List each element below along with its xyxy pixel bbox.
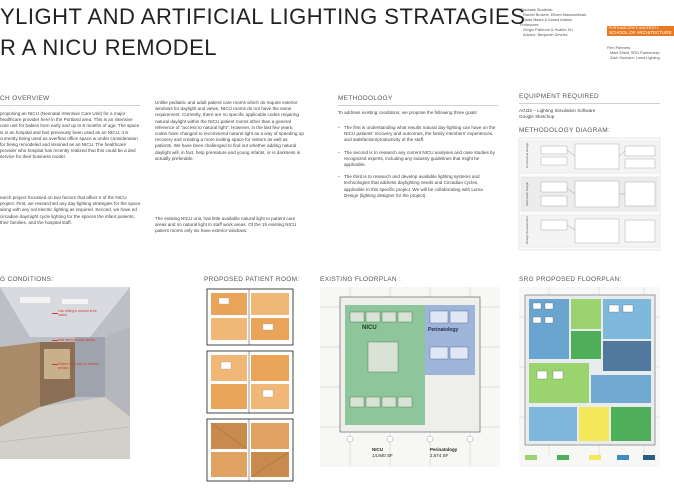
methodology-heading: METHODOLOGY: [338, 95, 393, 102]
diagram-row-2: [521, 177, 658, 211]
research-paragraph-2: earch project focussed on two factors that affect n of the NICU project. First, we researched any day-lighting strategies for the space along with any nal electric lighting as required. Second, we have ed circadian day/night cycle lighting for the spaces the infant patients, their families, and the hospital staff.: [0, 195, 141, 225]
divider: [519, 103, 660, 104]
research-overview-heading: CH OVERVIEW: [0, 95, 50, 102]
equipment-item: Google Sketchup: [519, 114, 555, 119]
diagram-row-label: Conceptual Design: [525, 142, 529, 168]
nicu-area-title: NICU: [372, 447, 383, 452]
divider: [338, 105, 498, 106]
perinatology-zone-label: Perinatology: [428, 327, 459, 333]
diagram-row-label: Design Development: [525, 216, 529, 244]
daylight-paragraph-1: Unlike pediatric and adult patient care rooms which do require exterior windows for daylight and views, NICU rooms do not have the same requirement. Currently, there are no specific applicable codes requiring natural daylight within the NICU patient rooms other than a general reference of "access to natural light". However, in the last few years, codes have changed to recommend natural light as a way of speeding up recovery and creating a more inviting space for visitors as well as patients. We have been challenged to find out whether adding natural daylight will, in fact, help premature and young infants, or is darkness is actually preferable.: [155, 100, 304, 161]
credits-firms: Firm Partners: Mark Elliott, SRG Partnership Zach Suchara, Luma Lighting: [607, 46, 660, 60]
proposed-patient-room-plans: [205, 288, 295, 488]
divider: [0, 105, 140, 106]
methodology-diagram-heading: METHODOLOGY DIAGRAM:: [519, 127, 611, 134]
perinatology-area-title: Perinatology: [430, 447, 458, 452]
diagram-row-3: [521, 215, 658, 247]
photo-note: Patient room with no exterior window: [58, 362, 99, 370]
note-leader: [52, 364, 58, 365]
photo-note: Wall behind nurses station: [58, 338, 96, 342]
goal-item: • The first is understanding what results natural day-lighting can have on the NICU patients' recovery and outcomes, the family members' experiences, and satisfaction/productivity of the staff.: [338, 125, 498, 144]
poster-title-line1: YLIGHT AND ARTIFICIAL LIGHTING STRATAGIES: [0, 4, 526, 29]
room-plan: [207, 351, 293, 413]
srg-floorplan-heading: SRG PROPOSED FLOORPLAN:: [519, 276, 622, 283]
note-leader: [52, 340, 58, 341]
existing-conditions-photo: [0, 287, 130, 459]
methodology-goals-list: [338, 125, 498, 205]
existing-floorplan: [320, 287, 500, 467]
credits-students: Graduate Students: Rachel Browne, Elham Massomikhah, Nada Maani & Karma Adams Professors: Sergio Palleroni & Huafen Hu Advisor: Benjamin Devries: [520, 8, 588, 37]
perinatology-area-value: 2,674 SF: [430, 453, 449, 458]
daylight-paragraph-2: The existing NICU unit, has little available natural light to patient care areas and no natural light to staff work areas. Of the 15 existing NICU patient rooms only six have exterior windows.: [155, 216, 297, 234]
nicu-area-value: 14,940 SF: [372, 453, 393, 458]
equipment-heading: EQUIPMENT REQUIRED: [519, 93, 600, 100]
note-leader: [52, 313, 58, 314]
diagram-row-1: [521, 141, 658, 173]
room-plan: [207, 419, 293, 481]
equipment-item: AGI32 – Lighting Simulation Software: [519, 108, 596, 113]
photo-note: Low ceiling in corridor to be raised: [58, 309, 97, 317]
research-paragraph-1: proposing an NICU (Neonatal Intensive Care Unit) for a major healthcare provider here in the Portland area. This is an intensive care unit for babies born early and up to 6 months of age. The space is in an hospital and has previously been used as an NICU, it is currently being used as overflow office space w under consideration for being remodeled and issioned as an NICU. The healthcare provider who hospital has recently realized that this could be a ded service for their business model.: [0, 111, 140, 160]
srg-proposed-floorplan: [519, 287, 660, 467]
university-logo: PORTLAND STATE UNIVERSITY SCHOOL OF ARCHITECTURE: [609, 26, 672, 36]
diagram-row-label: Schematic Design: [525, 181, 529, 206]
methodology-intro: To address existing conditions, we propose the following three goals:: [338, 110, 478, 115]
proposed-patient-room-heading: PROPOSED PATIENT ROOM:: [204, 276, 300, 283]
poster-title-line2: R A NICU REMODEL: [0, 35, 218, 60]
existing-conditions-heading: G CONDITIONS:: [0, 276, 54, 283]
goal-item: • The third is to research and develop available lighting systems and technologies that address daylighting needs and Circadian cycles, applicable to this specific project. We will be collaborating with Luma Design (lighting designer for the project).: [338, 174, 498, 199]
room-plan: [207, 289, 293, 345]
nicu-zone-label: NICU: [362, 325, 377, 331]
goal-item: • The second is to research any current NICU analyses and case studies by recognized experts, including any industry guidelines that might be applicable.: [338, 150, 498, 169]
existing-floorplan-heading: EXISTING FLOORPLAN :: [320, 276, 402, 283]
methodology-diagram: [519, 138, 660, 250]
